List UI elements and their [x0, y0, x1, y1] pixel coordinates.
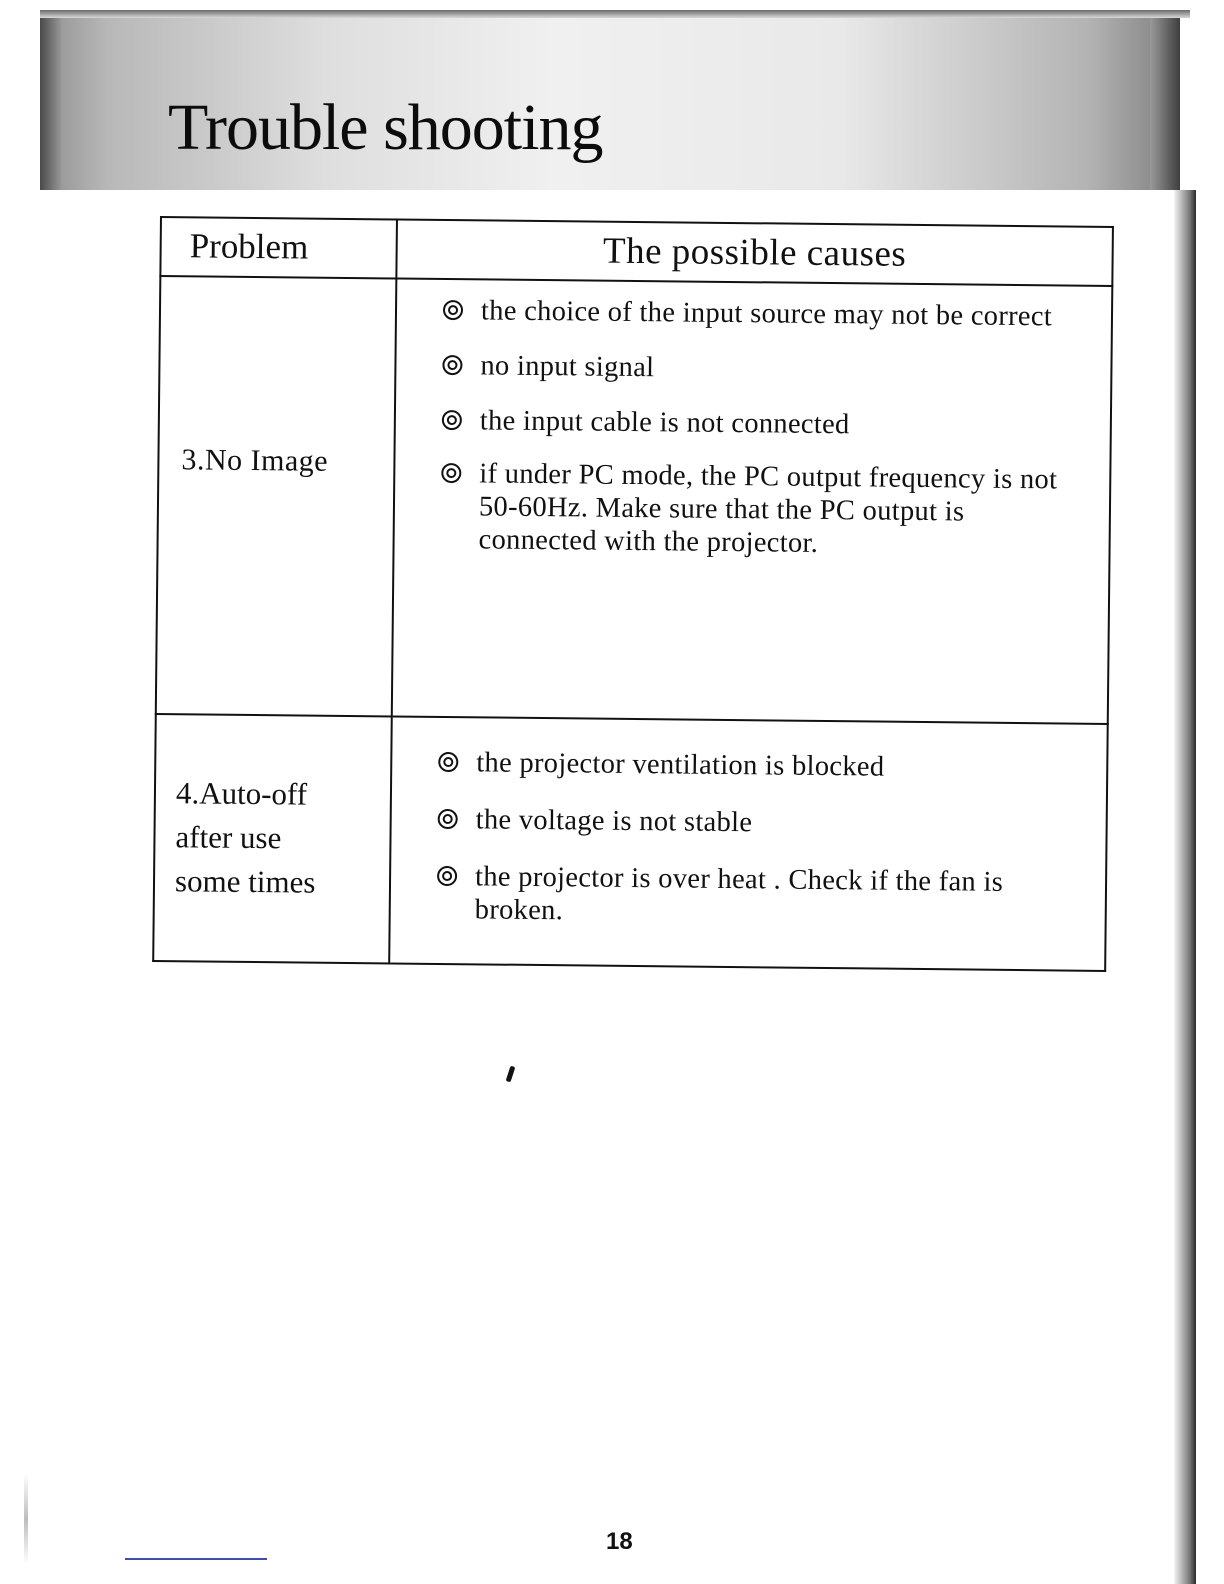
- page-binding-shadow: [1174, 190, 1196, 1584]
- problem-cell: [153, 714, 392, 964]
- table-row: [153, 714, 1108, 971]
- double-circle-bullet-icon: [438, 809, 458, 829]
- cause-item: [443, 294, 1091, 334]
- trouble-table: [152, 216, 1114, 972]
- cause-list: [437, 746, 1097, 933]
- stray-ink-mark: [506, 1066, 516, 1083]
- double-circle-bullet-icon: [438, 752, 458, 772]
- cause-item: [438, 803, 1096, 843]
- cause-item: [438, 746, 1096, 786]
- problem-line: some times: [174, 863, 316, 900]
- table-header-row: [160, 217, 1113, 286]
- cause-text: the choice of the input source may not be correct: [480, 295, 1053, 333]
- column-header-problem: Problem: [160, 217, 397, 278]
- table-row: [156, 276, 1113, 724]
- problem-line: after use: [175, 819, 282, 856]
- cause-text: the voltage is not stable: [475, 803, 753, 838]
- cause-text: if under PC mode, the PC output frequency is not 50-60Hz. Make sure that the PC output is connected with the projector.: [478, 458, 1058, 559]
- double-circle-bullet-icon: [441, 463, 461, 483]
- cause-item: [437, 860, 1096, 933]
- double-circle-bullet-icon: [437, 866, 457, 886]
- column-header-causes: The possible causes: [396, 219, 1113, 285]
- scan-top-edge: [40, 10, 1190, 18]
- cause-item: [440, 457, 1089, 563]
- page-number: 18: [606, 1528, 633, 1555]
- causes-cell: [389, 716, 1108, 971]
- scan-artifact: [24, 1474, 28, 1564]
- footer-rule: [125, 1558, 267, 1560]
- cause-list: [440, 294, 1091, 563]
- cause-item: [442, 404, 1090, 444]
- double-circle-bullet-icon: [442, 410, 462, 430]
- double-circle-bullet-icon: [442, 355, 462, 375]
- problem-line: 4.Auto-off: [175, 775, 308, 812]
- cause-text: the projector ventilation is blocked: [476, 746, 885, 783]
- trouble-table-wrapper: [152, 216, 1114, 972]
- causes-cell: [392, 278, 1113, 723]
- double-circle-bullet-icon: [443, 300, 463, 320]
- cause-text: no input signal: [480, 350, 655, 383]
- cause-item: [442, 349, 1090, 389]
- problem-cell: 3.No Image: [156, 276, 397, 716]
- page-title: Trouble shooting: [168, 91, 603, 164]
- cause-text: the input cable is not connected: [479, 405, 850, 441]
- cause-text: the projector is over heat . Check if the fan is broken.: [474, 860, 1004, 926]
